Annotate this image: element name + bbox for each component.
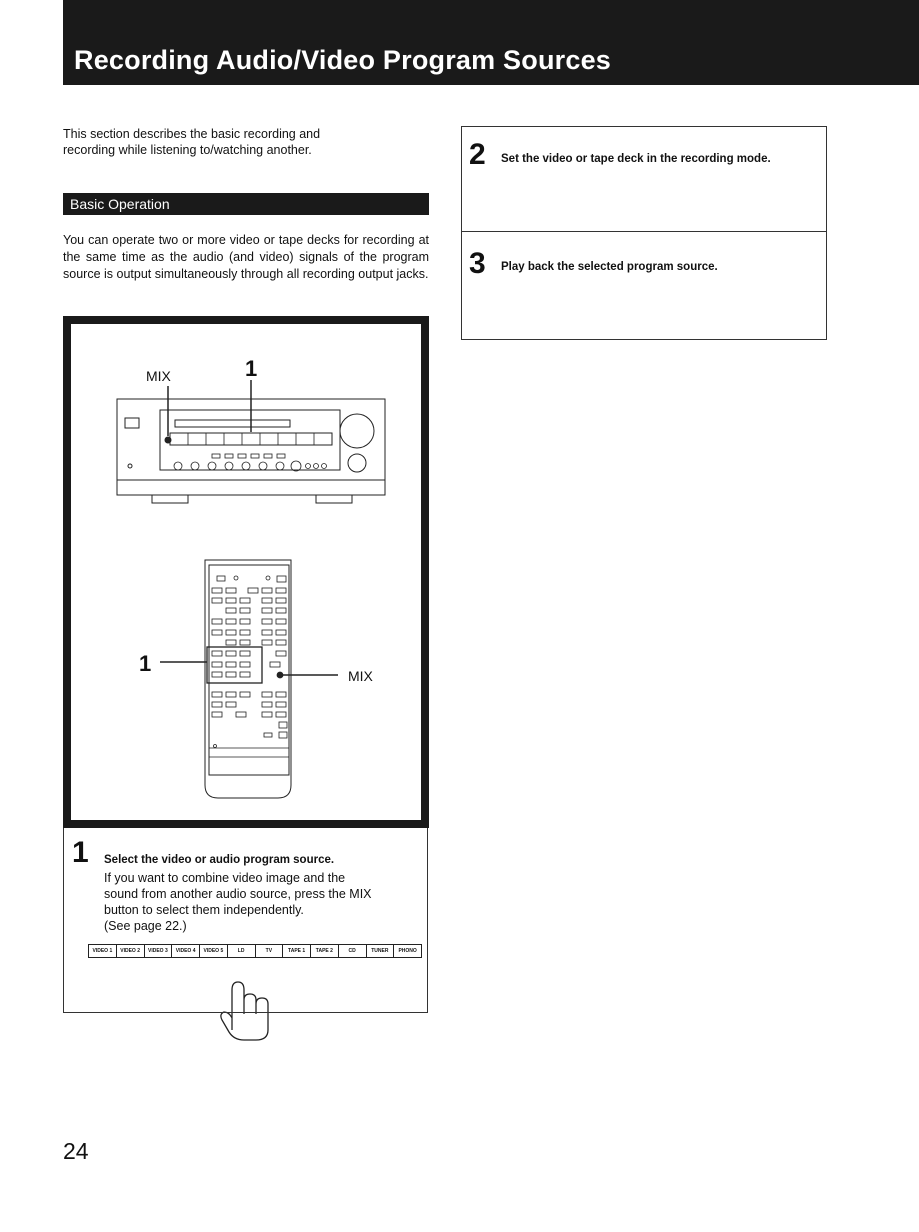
source-button-video4: VIDEO 4: [172, 945, 200, 957]
step-1-title: Select the video or audio program source.: [104, 854, 335, 866]
source-button-ld: LD: [228, 945, 256, 957]
basic-operation-paragraph: You can operate two or more video or tape decks for recording at the same time as the audio (and video) signals of the program source is output simultaneously through all recording output jacks.: [63, 233, 429, 281]
step-3-number: 3: [469, 247, 486, 280]
source-button-video1: VIDEO 1: [89, 945, 117, 957]
step-1-line: (See page 22.): [104, 919, 187, 933]
source-button-tuner: TUNER: [367, 945, 395, 957]
step-2-title: Set the video or tape deck in the recording mode.: [501, 153, 771, 165]
intro-paragraph: This section describes the basic recording and recording while listening to/watching another.: [63, 127, 321, 157]
source-button-tape2: TAPE 2: [311, 945, 339, 957]
step-3-title: Play back the selected program source.: [501, 261, 718, 273]
source-button-video3: VIDEO 3: [145, 945, 173, 957]
source-button-row: [88, 944, 422, 958]
source-button-phono: PHONO: [398, 948, 417, 954]
step-1-line: button to select them independently.: [104, 903, 304, 917]
step-2-number: 2: [469, 138, 486, 171]
remote-illustration: [205, 560, 291, 798]
step-1-line: sound from another audio source, press the MIX: [104, 887, 372, 901]
remote-mix-label: MIX: [348, 668, 373, 684]
remote-step-label: 1: [139, 651, 152, 676]
source-button-video2: VIDEO 2: [117, 945, 145, 957]
step-1-instructions: [104, 870, 424, 934]
step-1-line: If you want to combine video image and the: [104, 871, 346, 885]
receiver-mix-label: MIX: [146, 368, 171, 384]
source-button-cd: CD: [339, 945, 367, 957]
source-button-video5: VIDEO 5: [200, 945, 228, 957]
source-button-tape1: TAPE 1: [283, 945, 311, 957]
source-button-tv: TV: [256, 945, 284, 957]
section-heading: Basic Operation: [70, 196, 170, 212]
page-title: Recording Audio/Video Program Sources: [74, 45, 611, 75]
page-number: 24: [63, 1138, 89, 1164]
step-1-number: 1: [72, 836, 89, 869]
steps-divider: [461, 231, 827, 232]
receiver-step-label: 1: [245, 356, 258, 381]
